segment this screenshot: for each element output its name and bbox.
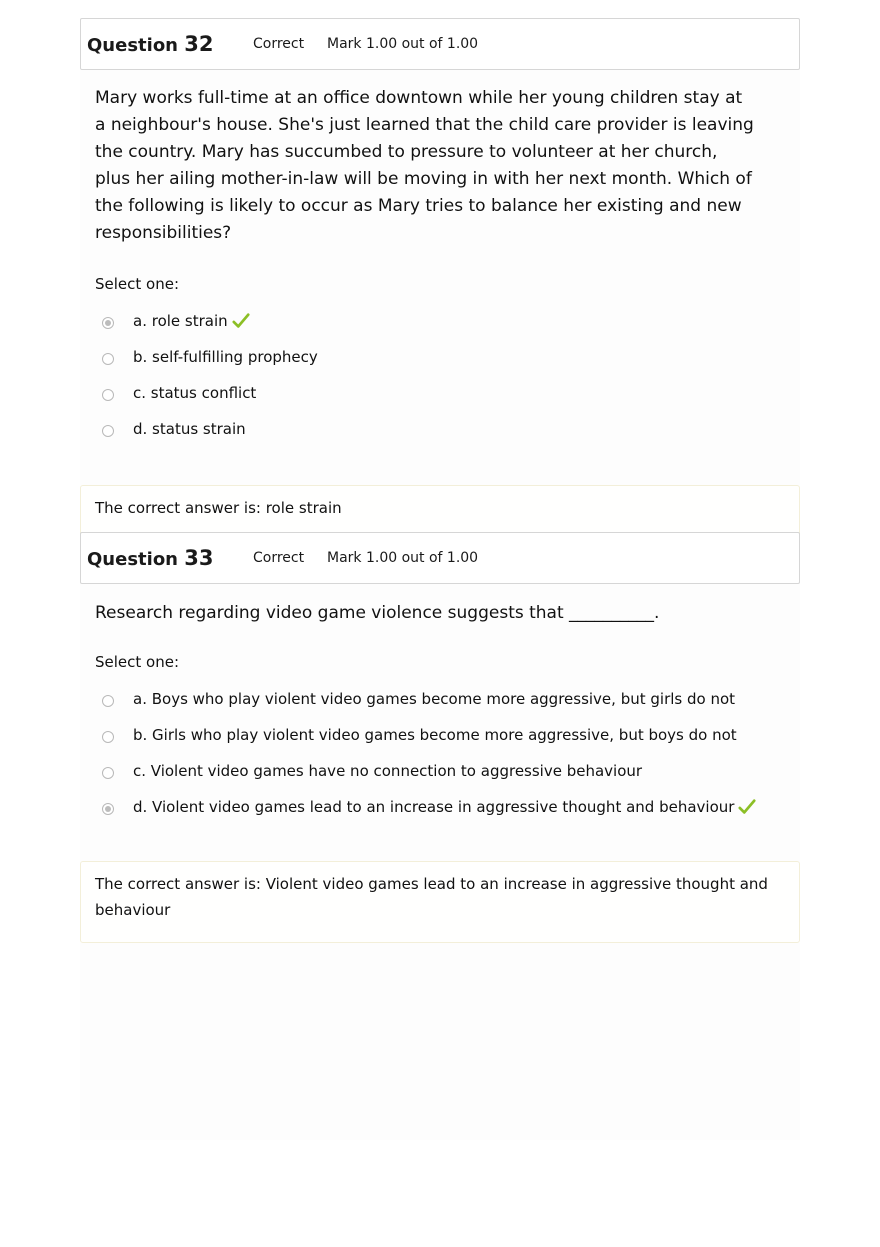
question-32 [80, 18, 800, 539]
check-icon [232, 312, 250, 330]
question-state: Correct [253, 36, 305, 52]
radio-button[interactable] [102, 353, 114, 365]
select-one-label: Select one: [95, 275, 180, 293]
answer-option-a[interactable] [95, 681, 800, 717]
answer-option-c[interactable] [95, 375, 800, 411]
answer-list [95, 303, 800, 447]
feedback-box [80, 861, 800, 943]
question-text: Research regarding video game violence suggests that __________. [95, 603, 660, 623]
question-title [87, 546, 247, 570]
question-info-bar [80, 532, 800, 584]
answer-option-c[interactable] [95, 753, 800, 789]
answer-list [95, 681, 800, 825]
answer-label: b. Girls who play violent video games become more aggressive, but boys do not [133, 726, 737, 744]
question-state: Correct [253, 550, 305, 566]
answer-option-a[interactable] [95, 303, 800, 339]
question-title-prefix: Question [87, 35, 178, 56]
answer-label: c. Violent video games have no connection to aggressive behaviour [133, 762, 643, 780]
radio-button[interactable] [102, 803, 114, 815]
answer-option-d[interactable] [95, 789, 800, 825]
radio-button[interactable] [102, 767, 114, 779]
answer-label: a. Boys who play violent video games become more aggressive, but girls do not [133, 690, 736, 708]
radio-button[interactable] [102, 731, 114, 743]
feedback-box [80, 485, 800, 539]
question-info-bar [80, 18, 800, 70]
question-title [87, 32, 247, 56]
check-icon [738, 798, 756, 816]
answer-label: b. self-fulfilling prophecy [133, 348, 318, 366]
answer-label: a. role strain [133, 312, 228, 330]
question-grade: Mark 1.00 out of 1.00 [327, 36, 479, 52]
answer-option-d[interactable] [95, 411, 800, 447]
radio-button[interactable] [102, 389, 114, 401]
radio-button[interactable] [102, 695, 114, 707]
answer-label: c. status conflict [133, 384, 257, 402]
correct-answer-text: The correct answer is: Violent video games lead to an increase in aggressive thought and behaviour [95, 875, 768, 919]
answer-option-b[interactable] [95, 717, 800, 753]
radio-button[interactable] [102, 425, 114, 437]
question-number: 33 [184, 546, 214, 570]
correct-answer-text: The correct answer is: role strain [95, 499, 342, 517]
radio-button[interactable] [102, 317, 114, 329]
question-33 [80, 532, 800, 943]
answer-label: d. status strain [133, 420, 246, 438]
answer-option-b[interactable] [95, 339, 800, 375]
question-text: Mary works full-time at an office downtown while her young children stay at a neighbour's house. She's just learned that the child care provider is leaving the country. Mary has succumbed to pressure to volunteer at her church, plus her ailing mother-in-law will be moving in with her next month. Which of the following is likely to occur as Mary tries to balance her existing and new responsibilities? [95, 88, 754, 243]
question-title-prefix: Question [87, 549, 178, 570]
select-one-label: Select one: [95, 653, 180, 671]
answer-label: d. Violent video games lead to an increase in aggressive thought and behaviour [133, 798, 735, 816]
question-grade: Mark 1.00 out of 1.00 [327, 550, 479, 566]
question-number: 32 [184, 32, 214, 56]
